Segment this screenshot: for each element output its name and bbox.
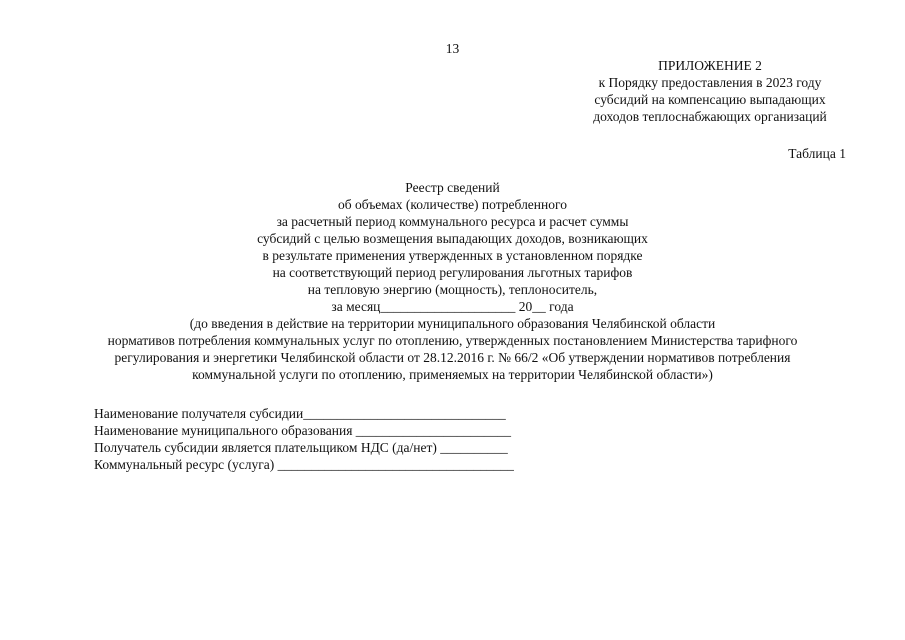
appendix-title: ПРИЛОЖЕНИЕ 2	[658, 58, 762, 73]
title-line: за расчетный период коммунального ресурса и расчет суммы	[276, 214, 629, 229]
title-line: субсидий с целью возмещения выпадающих доходов, возникающих	[257, 231, 648, 246]
municipality-name-field: Наименование муниципального образования _______________________	[94, 423, 512, 438]
vat-payer-field: Получатель субсидии является плательщиком НДС (да/нет) __________	[94, 440, 508, 455]
title-line: на соответствующий период регулирования льготных тарифов	[272, 265, 633, 280]
title-line: за месяц____________________ 20__ года	[331, 299, 574, 314]
appendix-line: доходов теплоснабжающих организаций	[593, 109, 827, 124]
title-note-line: (до введения в действие на территории муниципального образования Челябинской области	[189, 316, 716, 331]
recipient-name-field: Наименование получателя субсидии______________________________	[94, 406, 506, 421]
table-label: Таблица 1	[788, 146, 846, 161]
appendix-line: субсидий на компенсацию выпадающих	[594, 92, 826, 107]
title-note-line: нормативов потребления коммунальных услуг по отоплению, утвержденных постановлением Министерства тарифного	[107, 333, 798, 348]
page-number: 13	[445, 41, 460, 56]
title-line: об объемах (количестве) потребленного	[338, 197, 567, 212]
title-line: Реестр сведений	[405, 180, 500, 195]
title-note-line: коммунальной услуги по отоплению, применяемых на территории Челябинской области»)	[192, 367, 713, 382]
title-line: в результате применения утвержденных в установленном порядке	[262, 248, 643, 263]
utility-resource-field: Коммунальный ресурс (услуга) ___________________________________	[94, 457, 514, 472]
appendix-block	[560, 57, 860, 125]
document-title	[0, 179, 905, 383]
form-fields	[94, 405, 514, 473]
title-line: на тепловую энергию (мощность), теплоноситель,	[307, 282, 598, 297]
title-note-line: регулирования и энергетики Челябинской области от 28.12.2016 г. № 66/2 «Об утверждении нормативов потребления	[114, 350, 791, 365]
appendix-line: к Порядку предоставления в 2023 году	[598, 75, 822, 90]
